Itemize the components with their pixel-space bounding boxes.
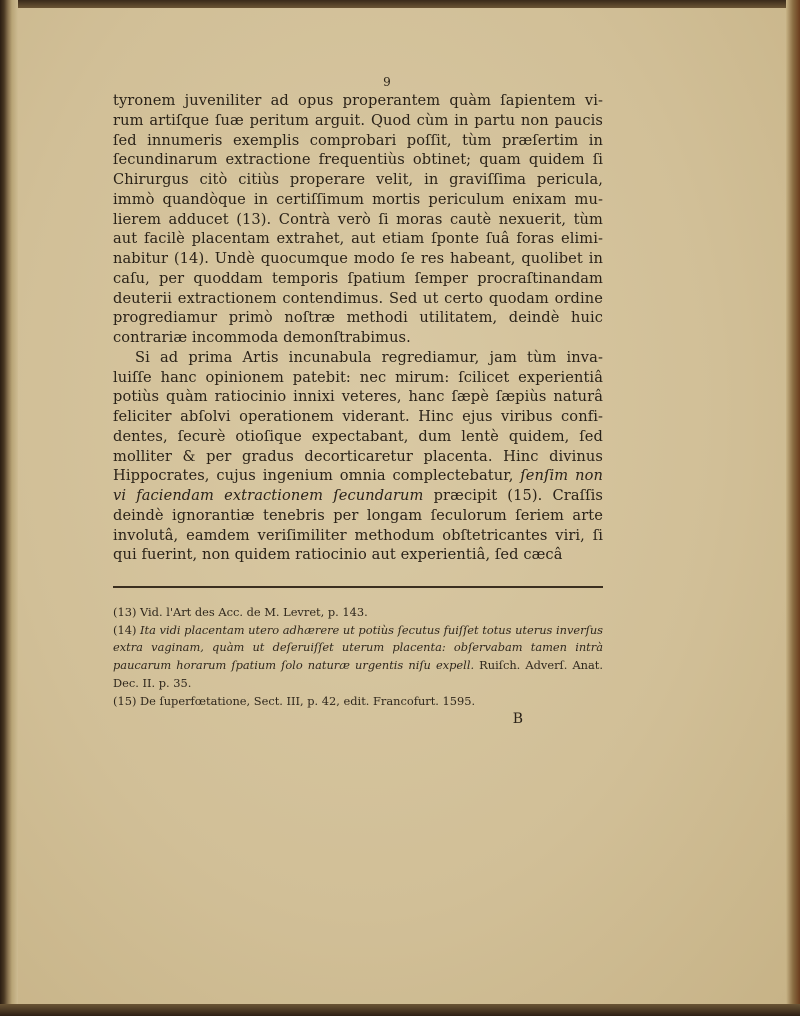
line: Hippocrates, cujus ingenium omnia complectebatur, — [113, 467, 521, 485]
footnote-13: (13) Vid. l'Art des Acc. de M. Levret, p. 143. — [113, 605, 368, 619]
page-number: 9 — [383, 75, 391, 89]
line: nabitur (14). Undè quocumque modo ſe res habeant, quolibet — [113, 250, 583, 267]
line: involutâ, eamdem veriſimiliter methodum obſtetricantes viri, ſi — [113, 526, 603, 544]
footnote-15: (15) De ſuperfœtatione, Sect. III, p. 42, edit. Francofurt. 1595. — [113, 693, 476, 708]
scan-frame-top — [0, 0, 800, 8]
line: molliter & per gradus decorticaretur placenta. Hinc divinus — [113, 447, 603, 465]
italic-quote: non vi faciendam extractionem ſecundarum — [113, 467, 603, 504]
signature-mark: B — [512, 711, 523, 728]
footnote-14-quote: Ita vidi placentam utero adhærere ut potiùs ſecutus fuiſſet totus uterus inverſus extra vaginam, quàm ut deſeruiſſet uterum placenta: obſervabam tamen intrà paucarum horarum ſpatium ſolo naturæ urgentis niſu expell. — [113, 622, 604, 673]
main-text — [113, 91, 603, 565]
line: Chirurgus citò citiùs properare velit, in graviſſima pericula, — [113, 171, 603, 188]
scan-frame-left — [0, 0, 18, 1016]
scan-frame-bottom — [0, 1004, 800, 1016]
line: in caſu, per quoddam temporis ſpatium ſemper procraſtinandam — [113, 250, 603, 287]
text-block — [113, 75, 603, 727]
line: tyronem juveniliter ad opus properantem quàm ſapientem vi- — [113, 92, 603, 109]
line: contrariæ incommoda demonſtrabimus. — [113, 329, 411, 346]
book-page — [18, 8, 786, 1004]
footnote-14-source: Ruiſch. Adverſ. Anat. Dec. II. p. 35. — [113, 658, 603, 690]
footnote-rule — [113, 586, 603, 588]
line: dentes, ſecurè otioſique expectabant, dum lentè quidem, ſed — [113, 427, 603, 445]
line: qui fuerint, non quidem ratiocinio aut experientiâ, ſed cæcâ — [113, 546, 563, 564]
line: ſecundinarum extractione frequentiùs obtinet; quam quidem ſi — [113, 151, 603, 169]
paragraph-1 — [113, 91, 603, 348]
line: deindè ignorantiæ tenebris per longam ſeculorum ſeriem arte — [113, 506, 603, 524]
line: deuterii extractionem contendimus. Sed ut certo quodam ordine — [113, 289, 603, 307]
line: aut facilè placentam extrahet, aut etiam ſponte ſuâ foras elimi- — [113, 230, 603, 248]
line: feliciter abſolvi operationem viderant. Hinc ejus viribus confi- — [113, 408, 603, 425]
scan-frame-right — [786, 0, 800, 1016]
line: præcipit (15). Craſſis — [423, 487, 603, 504]
line: luiſſe hanc opinionem patebit: nec mirum: ſcilicet experientiâ — [113, 368, 603, 386]
line: rum artiſque ſuæ peritum arguit. Quod cùm in partu non paucis — [113, 111, 603, 129]
line: ſed innumeris exemplis comprobari poſſit, tùm præſertim in — [113, 131, 603, 149]
footnotes — [113, 604, 603, 710]
footnote-14-number: (14) — [113, 622, 141, 637]
paragraph-2 — [113, 348, 603, 565]
line: progrediamur primò noſtræ methodi utilitatem, deindè huic — [113, 309, 603, 327]
line: Si ad prima Artis incunabula regrediamur, jam tùm inva- — [135, 348, 603, 366]
line: immò quandòque in certiſſimum mortis periculum enixam mu- — [113, 190, 603, 208]
line: lierem adducet (13). Contrà verò ſi moras cautè nexuerit, tùm — [113, 210, 603, 228]
footnote-14 — [113, 622, 603, 693]
line: potiùs quàm ratiocinio innixi veteres, hanc ſæpè ſæpiùs naturâ — [113, 388, 603, 406]
italic-phrase: ſenſim — [520, 467, 569, 485]
